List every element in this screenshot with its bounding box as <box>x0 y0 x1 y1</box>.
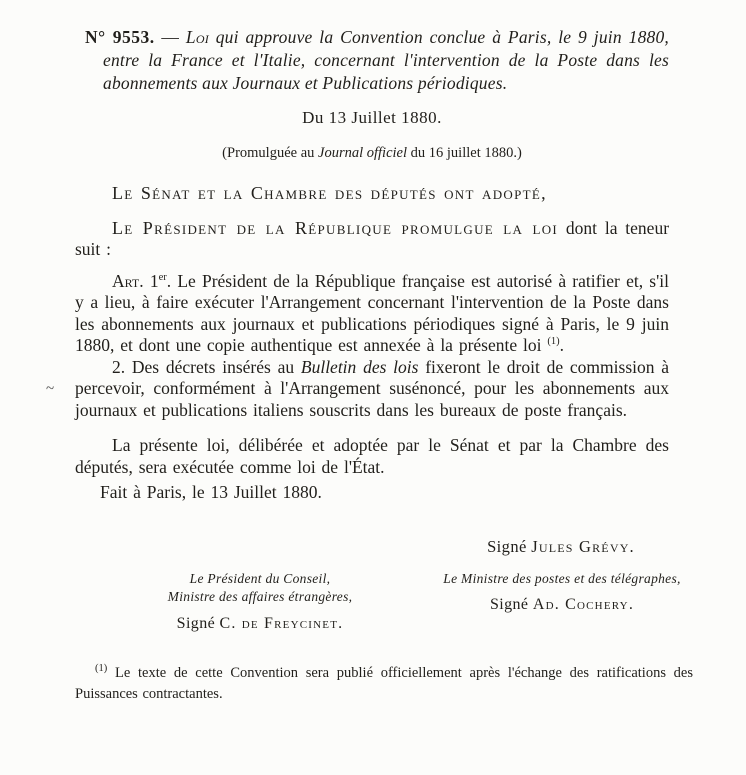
signature-name-grevy: Jules Grévy. <box>531 537 635 556</box>
signature-cochery <box>409 596 715 614</box>
promulgation-clause <box>75 218 669 261</box>
law-title-text: qui approuve la Convention conclue à Paris, le 9 juin 1880, entre la France et l'Italie, concernant l'intervention de la Poste dans les abonnements aux Journaux et Publications périodiques. <box>103 27 669 93</box>
title-dash: — <box>161 27 180 47</box>
law-title <box>75 26 669 95</box>
footnote-marker: (1) <box>95 663 108 675</box>
article-2-text-before: Des décrets insérés au <box>131 356 295 377</box>
signer-role-line-2: Ministre des affaires étrangères, <box>167 589 353 604</box>
law-number: N° 9553. <box>85 27 155 47</box>
signature-name-freycinet: C. de Freycinet. <box>219 615 344 632</box>
bulletin-des-lois-reference: Bulletin des lois <box>300 356 419 377</box>
journal-officiel-reference: Journal officiel <box>318 145 408 161</box>
page-content <box>75 26 669 504</box>
footnote-reference: (1) <box>547 336 560 348</box>
adoption-clause-text: Le Sénat et la Chambre des députés ont adopté, <box>112 183 547 203</box>
footnote <box>75 663 693 705</box>
article-1-period: . <box>559 335 564 355</box>
article-2-number: 2. <box>112 356 126 377</box>
footnote-text: Le texte de cette Convention sera publié officiellement après l'échange des ratifications des Puissances contractantes. <box>75 665 694 702</box>
signed-prefix: Signé <box>176 615 216 632</box>
signer-role-line-1: Le Président du Conseil, <box>189 571 331 586</box>
article-1-text: . Le Président de la République française est autorisé à ratifier et, s'il y a lieu, à faire exécuter l'Arrangement concernant l'intervention de la Poste dans les abonnements aux journaux et publications périodiques signé à Paris, le 9 juin 1880, et dont une copie authentique est annexée à la présente loi <box>75 270 669 355</box>
signature-name-cochery: Ad. Cochery. <box>532 596 635 613</box>
execution-clause: La présente loi, délibérée et adoptée par le Sénat et par la Chambre des députés, sera exécutée comme loi de l'État. <box>75 435 669 477</box>
promulgation-clause-rest: dont la teneur suit : <box>75 217 670 259</box>
promulgation-clause-smallcaps: Le Président de la République promulgue la loi <box>112 217 559 238</box>
promulgation-close: du 16 juillet 1880.) <box>410 145 522 161</box>
signed-prefix: Signé <box>487 537 527 556</box>
adoption-clause <box>75 183 669 205</box>
place-date-line: Fait à Paris, le 13 Juillet 1880. <box>100 482 322 502</box>
article-1-label: Art. 1 <box>112 270 159 291</box>
signature-freycinet <box>110 615 410 633</box>
signature-block-left <box>110 570 410 633</box>
signed-prefix: Signé <box>489 596 529 613</box>
law-date-line: Du 13 Juillet 1880. <box>302 108 442 127</box>
promulgation-note <box>75 145 669 162</box>
article-2-text-after: fixeront le droit de commission à percevoir, conformément à l'Arrangement susénoncé, pour les abonnements aux journaux et publications italiens souscrits dans les bureaux de poste français. <box>75 356 670 420</box>
article-1 <box>75 271 669 357</box>
signature-block-right <box>409 570 715 614</box>
article-2 <box>75 357 669 422</box>
signature-president-republique <box>411 537 711 557</box>
margin-stray-mark: ~ <box>46 381 55 397</box>
law-word: Loi <box>185 27 209 47</box>
signer-role-postes: Le Ministre des postes et des télégraphes, <box>443 571 681 586</box>
promulgation-open: (Promulguée au <box>222 145 315 161</box>
article-1-ordinal-sup: er <box>158 271 167 283</box>
